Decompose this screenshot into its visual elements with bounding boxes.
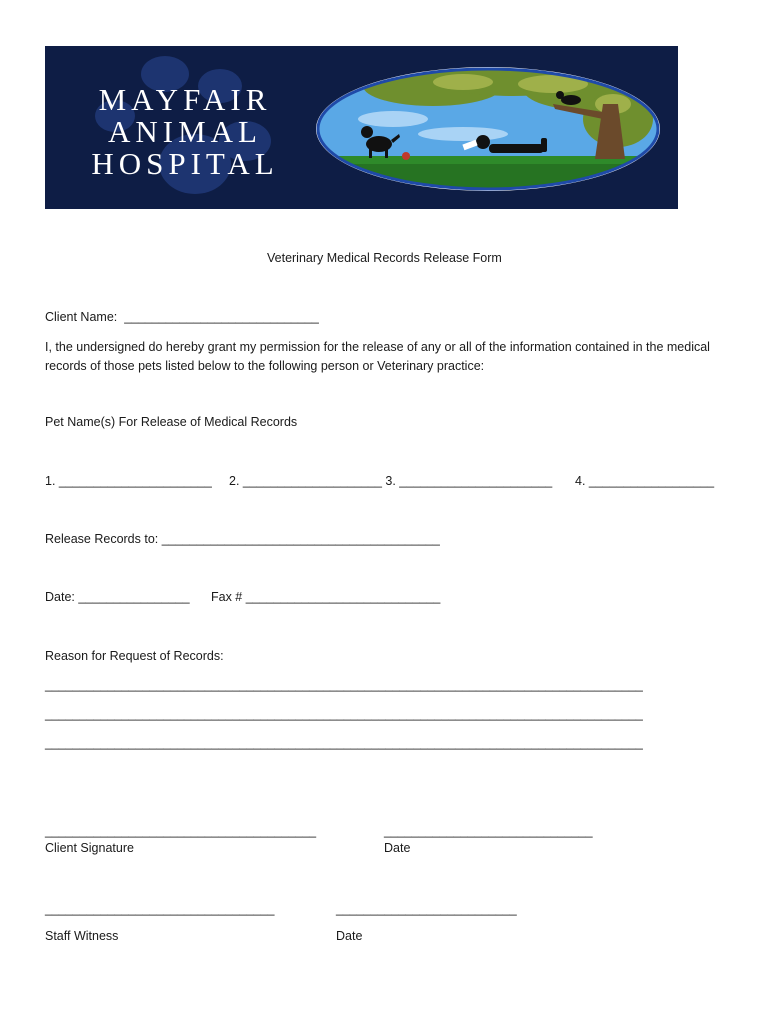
logo-line-animal: ANIMAL bbox=[108, 114, 262, 149]
logo-line-hospital: HOSPITAL bbox=[91, 146, 279, 181]
reason-line-2[interactable]: ______________________________________________________________________________________ bbox=[45, 707, 643, 721]
staff-witness-label: Staff Witness bbox=[45, 929, 119, 943]
logo-banner bbox=[45, 46, 678, 209]
client-signature-line[interactable]: _______________________________________ bbox=[45, 824, 317, 838]
pet-name-field-1[interactable]: 1. ______________________ bbox=[45, 474, 212, 488]
reason-label: Reason for Request of Records: bbox=[45, 649, 224, 663]
fax-field[interactable]: Fax # ____________________________ bbox=[211, 590, 441, 604]
staff-date-line[interactable]: __________________________ bbox=[336, 902, 517, 916]
form-title: Veterinary Medical Records Release Form bbox=[267, 251, 502, 265]
reason-line-3[interactable]: ______________________________________________________________________________________ bbox=[45, 736, 643, 750]
release-records-to-field[interactable]: Release Records to: ________________________________________ bbox=[45, 532, 440, 546]
logo-line-mayfair: MAYFAIR bbox=[98, 82, 272, 117]
pet-name-field-4[interactable]: 4. __________________ bbox=[575, 474, 715, 488]
pet-name-field-2-3[interactable]: 2. ____________________ 3. ______________________ bbox=[229, 474, 553, 488]
client-date-line[interactable]: ______________________________ bbox=[384, 824, 593, 838]
staff-witness-line[interactable]: _________________________________ bbox=[45, 902, 275, 916]
client-date-label: Date bbox=[384, 841, 411, 855]
permission-text: I, the undersigned do hereby grant my permission for the release of any or all of the information contained in the medical records of those pets listed below to the following person or Veterinary practice: bbox=[45, 340, 710, 373]
pet-names-heading: Pet Name(s) For Release of Medical Records bbox=[45, 415, 298, 429]
staff-date-label: Date bbox=[336, 929, 363, 943]
date-field[interactable]: Date: ________________ bbox=[45, 590, 190, 604]
reason-line-1[interactable]: ______________________________________________________________________________________ bbox=[45, 678, 643, 692]
logo-scene-illustration bbox=[313, 64, 663, 194]
client-signature-label: Client Signature bbox=[45, 841, 134, 855]
client-name-field[interactable]: Client Name: ____________________________ bbox=[45, 310, 319, 324]
